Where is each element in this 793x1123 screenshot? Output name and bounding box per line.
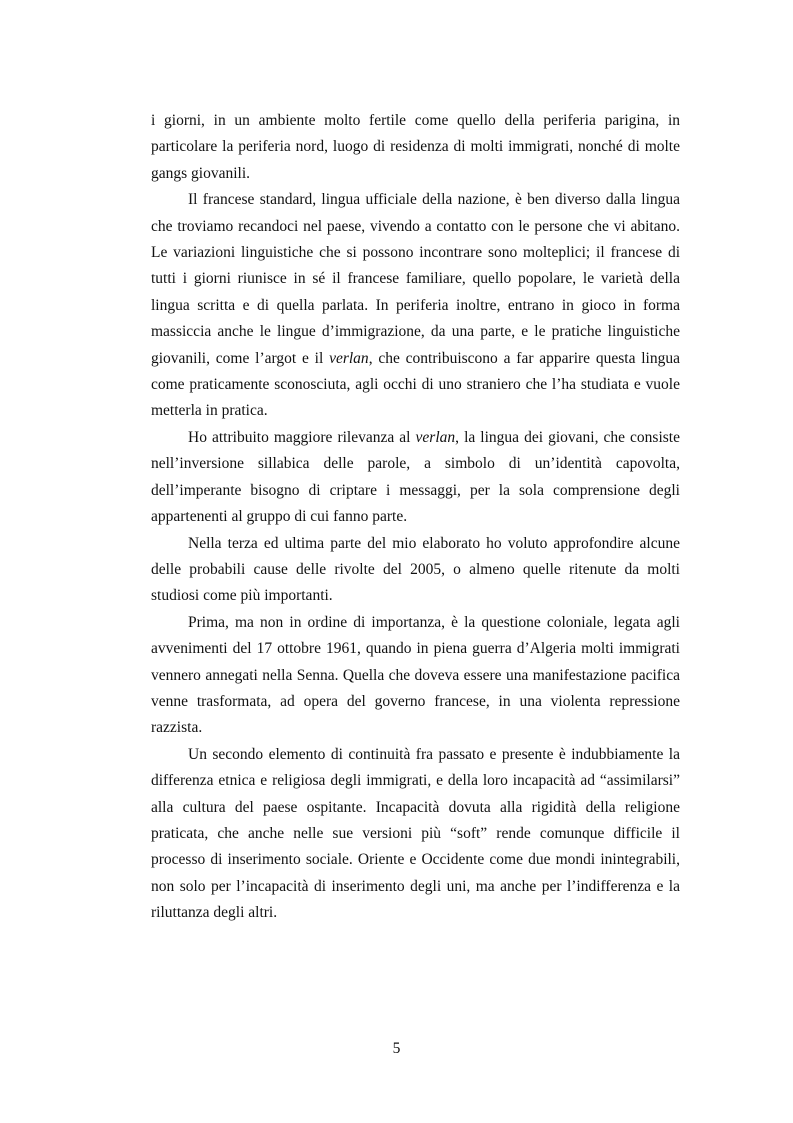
paragraph-text: Un secondo elemento di continuità fra passato e presente è indubbiamente la differenza etnica e religiosa degli immigrati, e della loro incapacità ad “assimilarsi” alla cultura del paese ospitante. Incapacità dovuta alla rigidità della religione praticata, che anche nelle sue versioni più “soft” rende comunque difficile il processo di inserimento sociale. Oriente e Occidente come due mondi inintegrabili, non solo per l’incapacità di inserimento degli uni, ma anche per l’indifferenza e la riluttanza degli altri. bbox=[151, 745, 680, 922]
paragraph-text: , che contribuiscono a far apparire questa lingua come praticamente sconosciuta, agli occhi di uno straniero che l’ha studiata e vuole metterla in pratica. bbox=[151, 349, 680, 420]
paragraph bbox=[151, 610, 680, 742]
italic-term: verlan bbox=[329, 349, 369, 367]
paragraph bbox=[151, 108, 680, 187]
italic-term: verlan bbox=[415, 428, 456, 446]
paragraph-text: Nella terza ed ultima parte del mio elaborato ho voluto approfondire alcune delle probabili cause delle rivolte del 2005, o almeno quelle ritenute da molti studiosi come più importanti. bbox=[151, 534, 680, 605]
page-body bbox=[151, 108, 680, 927]
page-number: 5 bbox=[392, 1040, 401, 1057]
paragraph-text: , la lingua dei giovani, che consiste nell’inversione sillabica delle parole, a simbolo di un’identità capovolta, dell’imperante bisogno di criptare i messaggi, per la sola comprensione degli appartenenti al gruppo di cui fanno parte. bbox=[151, 428, 680, 526]
paragraph-text: Ho attribuito maggiore rilevanza al bbox=[188, 428, 416, 446]
paragraph bbox=[151, 742, 680, 927]
paragraph bbox=[151, 531, 680, 610]
paragraph-text: i giorni, in un ambiente molto fertile come quello della periferia parigina, in particolare la periferia nord, luogo di residenza di molti immigrati, nonché di molte gangs giovanili. bbox=[151, 112, 680, 182]
paragraph-text: Il francese standard, lingua ufficiale della nazione, è ben diverso dalla lingua che troviamo recandoci nel paese, vivendo a contatto con le persone che vi abitano. Le variazioni linguistiche che si possono incontrare sono molteplici; il francese di tutti i giorni riunisce in sé il francese familiare, quello popolare, le varietà della lingua scritta e di quella parlata. In periferia inoltre, entrano in gioco in forma massiccia anche le lingue d’immigrazione, da una parte, e le pratiche linguistiche giovanili, come l’argot e il bbox=[151, 191, 680, 367]
paragraph bbox=[151, 187, 680, 425]
paragraph-text: Prima, ma non in ordine di importanza, è la questione coloniale, legata agli avvenimenti del 17 ottobre 1961, quando in piena guerra d’Algeria molti immigrati vennero annegati nella Senna. Quella che doveva essere una manifestazione pacifica venne trasformata, ad opera del governo francese, in una violenta repressione razzista. bbox=[151, 613, 680, 737]
paragraph bbox=[151, 425, 680, 531]
